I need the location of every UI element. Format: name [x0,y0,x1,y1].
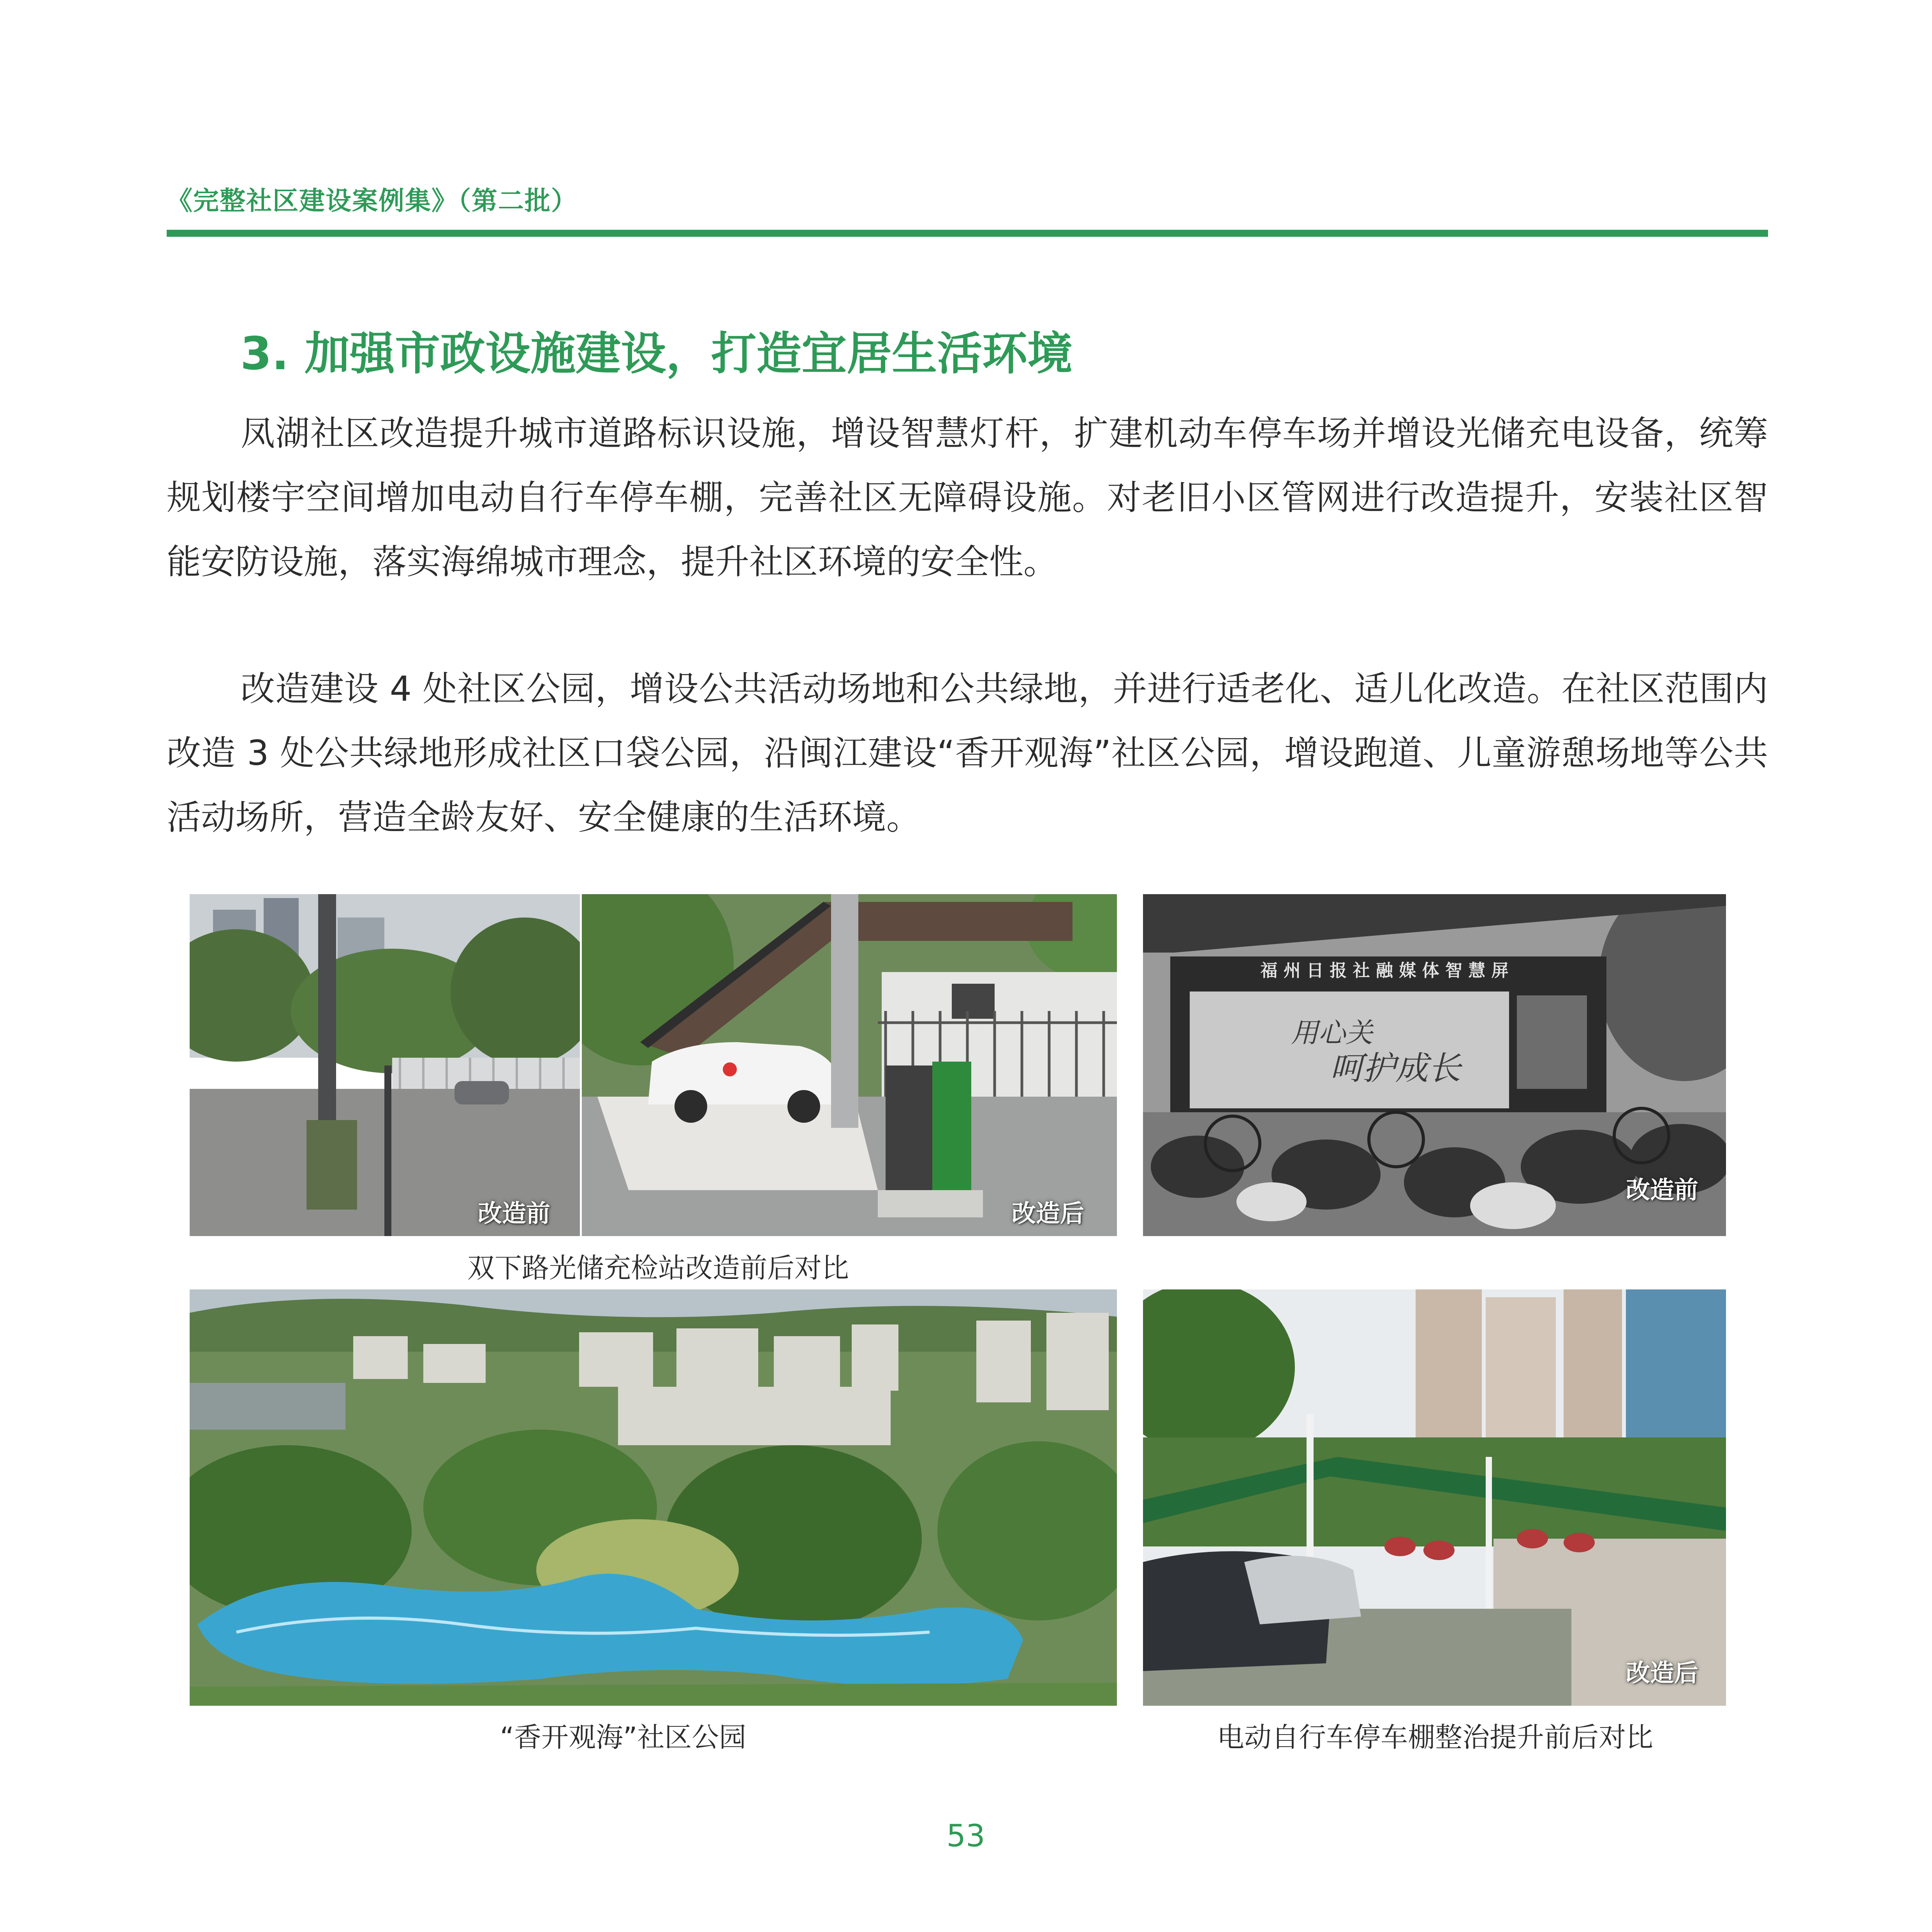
page-number: 53 [946,1819,985,1854]
book-title: 《完整社区建设案例集》（第二批） [167,186,578,216]
photo-charging-before [190,894,580,1236]
board-title: 福 州 日 报 社 融 媒 体 智 慧 屏 [1260,961,1509,981]
label-before: 改造前 [478,1199,551,1228]
caption-bike-shed: 电动自行车停车棚整治提升前后对比 [1217,1721,1653,1753]
poster-text-2: 呵护成长 [1330,1049,1461,1087]
photo-bike-shed-before [1143,894,1726,1236]
caption-park: “香开观海”社区公园 [500,1721,747,1753]
paragraph-facilities: 凤湖社区改造提升城市道路标识设施，增设智慧灯杆，扩建机动车停车场并增设光储充电设备，统筹规划楼宇空间增加电动自行车停车棚，完善社区无障碍设施。对老旧小区管网进行改造提升，安装社区智能安防设施，落实海绵城市理念，提升社区环境的安全性。 [167,413,1768,582]
poster-text-1: 用心关 [1291,1017,1373,1049]
label-before: 改造前 [1626,1176,1699,1204]
photo-bike-shed-after [1143,1289,1726,1706]
paragraph-parks: 改造建设 4 处社区公园，增设公共活动场地和公共绿地，并进行适老化、适儿化改造。在社区范围内改造 3 处公共绿地形成社区口袋公园，沿闽江建设“香开观海”社区公园，增设跑道、儿童游憩场地等公共活动场所，营造全龄友好、安全健康的生活环境。 [167,669,1768,837]
photo-charging-after [582,894,1117,1236]
photo-park [190,1289,1117,1706]
header-rule [167,230,1768,237]
caption-charging-station: 双下路光储充检站改造前后对比 [467,1252,849,1284]
label-after: 改造后 [1626,1659,1699,1687]
label-after: 改造后 [1012,1199,1085,1228]
section-heading: 3. 加强市政设施建设，打造宜居生活环境 [240,328,1073,380]
